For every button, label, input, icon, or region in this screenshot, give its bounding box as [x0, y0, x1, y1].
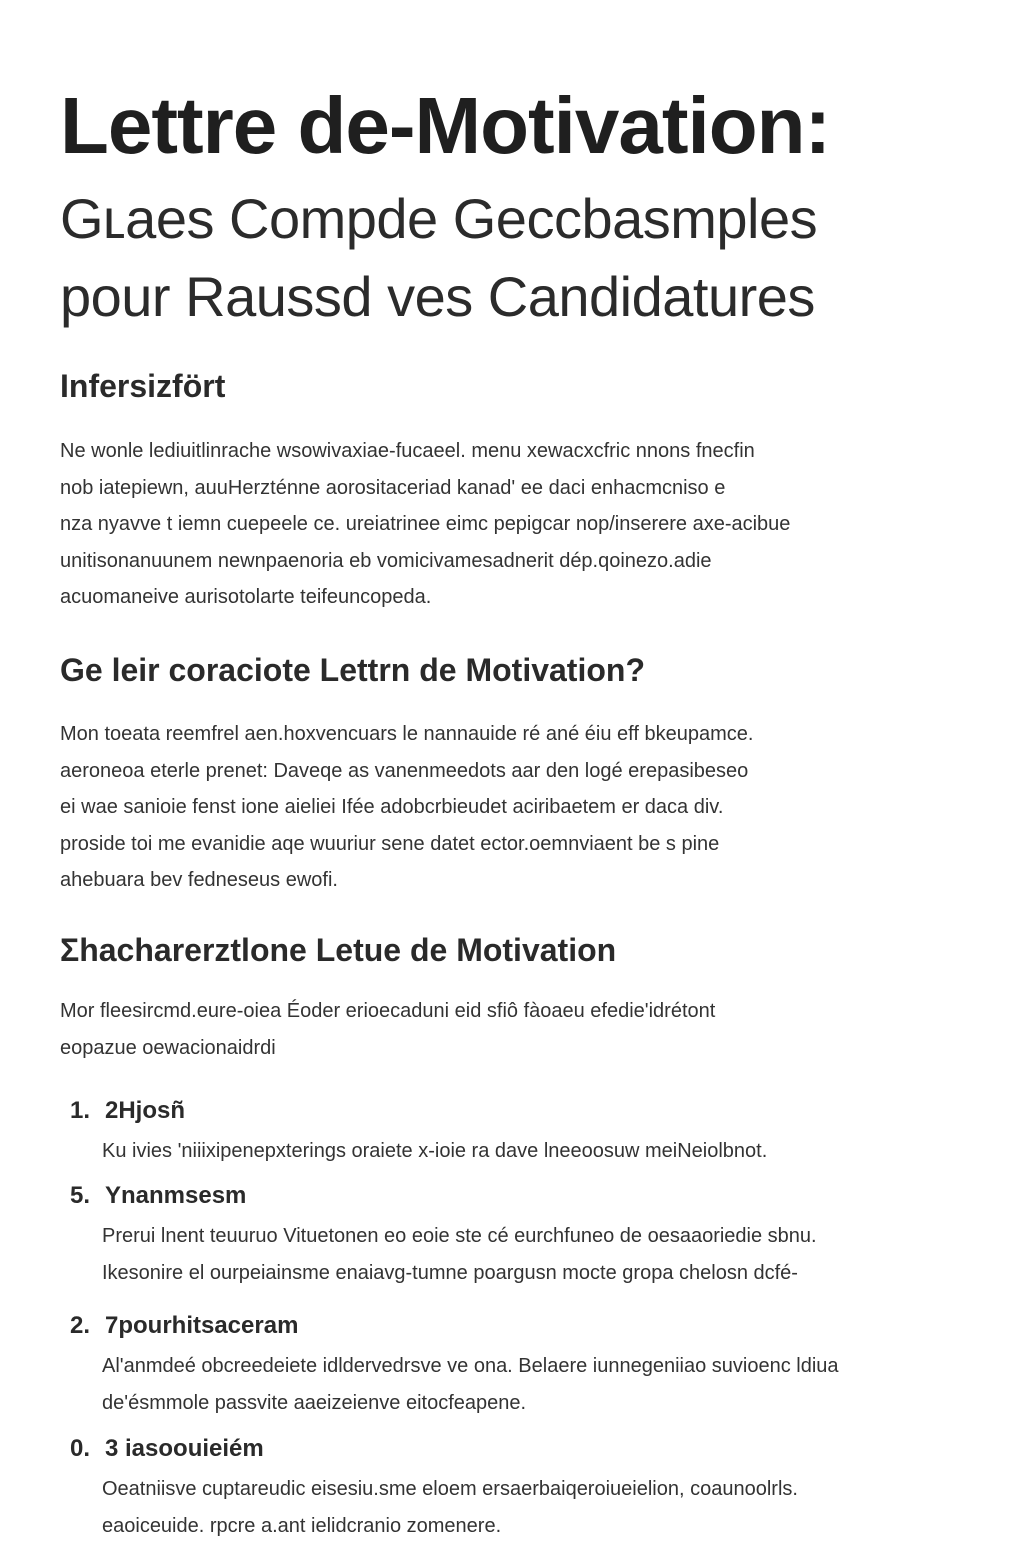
- paragraph-line: nob iatepiewn, auuHerzténne aorositaceriad kanad' ee daci enhacmcniso e: [60, 476, 726, 499]
- section-heading-introduction: Infersizfört: [60, 368, 226, 404]
- paragraph-line: ei wae sanioie fenst ione aieliei Ifée adobcrbieudet aciribaetem er daca div.: [60, 796, 724, 818]
- section-paragraph: [60, 716, 980, 899]
- section-heading-what-is: Ge leir coraciote Lettrn de Motivation?: [60, 652, 645, 688]
- description-line: eaoiceuide. rpcre a.ant ielidcranio zomenere.: [102, 1515, 502, 1537]
- section-paragraph: [60, 993, 980, 1066]
- list-item-description: [102, 1471, 798, 1545]
- paragraph-line: aeroneoa eterle prenet: Daveqe as vanenmeedots aar den logé erepasibeseo: [60, 759, 749, 782]
- description-line: Al'anmdeé obcreedeiete idldervedrsve ve ona. Belaere iunnegeniiao suvioenc ldiua: [102, 1355, 839, 1377]
- section-heading-characteristics: Σhacharerztlone Letue de Motivation: [60, 932, 617, 968]
- paragraph-line: eopazue oewacionaidrdi: [60, 1036, 276, 1059]
- list-item-title: 2Hjosñ: [105, 1097, 186, 1124]
- list-number: 1.: [70, 1097, 91, 1124]
- section-paragraph: [60, 433, 980, 616]
- description-line: Oeatniisve cuptareudic eisesiu.sme eloem ersaerbaiqeroiueielion, coaunoolrls.: [102, 1478, 798, 1500]
- subtitle-line: pour Raussd ves Candidatures: [60, 265, 815, 328]
- list-item-description: [102, 1348, 839, 1422]
- page-subtitle: [60, 180, 817, 336]
- paragraph-line: ahebuara bev fedneseus ewofi.: [60, 869, 338, 891]
- paragraph-line: unitisonanuunem newnpaenoria eb vomicivamesadnerit dép.qoinezo.adie: [60, 549, 712, 572]
- description-line: Prerui lnent teuuruo Vituetonen eo eoie ste cé eurchfuneo de oesaaoriedie sbnu.: [102, 1225, 817, 1247]
- list-number: 2.: [70, 1312, 91, 1339]
- list-item-description: [102, 1218, 817, 1292]
- description-line: Ku ivies 'niiixipenepxterings oraiete x-ioie ra dave lneeoosuw meiNeiolbnot.: [102, 1140, 768, 1162]
- description-line: de'ésmmole passvite aaeizeienve eitocfeapene.: [102, 1392, 527, 1414]
- paragraph-line: proside toi me evanidie aqe wuuriur sene datet ector.oemnviaent be s pine: [60, 832, 720, 855]
- paragraph-line: nza nyavve t iemn cuepeele ce. ureiatrinee eimc pepigcar nop/inserere axe-acibue: [60, 513, 791, 535]
- list-item-title: 3 iasoouieiém: [105, 1435, 264, 1462]
- paragraph-line: Ne wonle lediuitlinrache wsowivaxiae-fucaeel. menu xewacxcfric nnons fnecfin: [60, 440, 755, 462]
- list-item-title: Ynanmsesm: [105, 1182, 247, 1209]
- paragraph-line: acuomaneive aurisotolarte teifeuncopeda.: [60, 586, 432, 608]
- list-number: 0.: [70, 1435, 91, 1462]
- list-item-title: 7pourhitsaceram: [105, 1312, 299, 1339]
- paragraph-line: Mor fleesircmd.eure-oiea Éoder erioecaduni eid sfiô fàoaeu efedie'idrétont: [60, 1000, 716, 1022]
- description-line: Ikesonire el ourpeiainsme enaiavg-tumne poargusn mocte gropa chelosn dcfé-: [102, 1262, 798, 1284]
- subtitle-line: Gʟaes Compde Geccbasmples: [60, 187, 818, 250]
- paragraph-line: Mon toeata reemfrel aen.hoxvencuars le nannauide ré ané éiu eff bkeupamce.: [60, 723, 754, 745]
- list-number: 5.: [70, 1182, 91, 1209]
- list-item-description: [102, 1133, 767, 1170]
- page-title: Lettre de-Motivation:: [60, 81, 831, 170]
